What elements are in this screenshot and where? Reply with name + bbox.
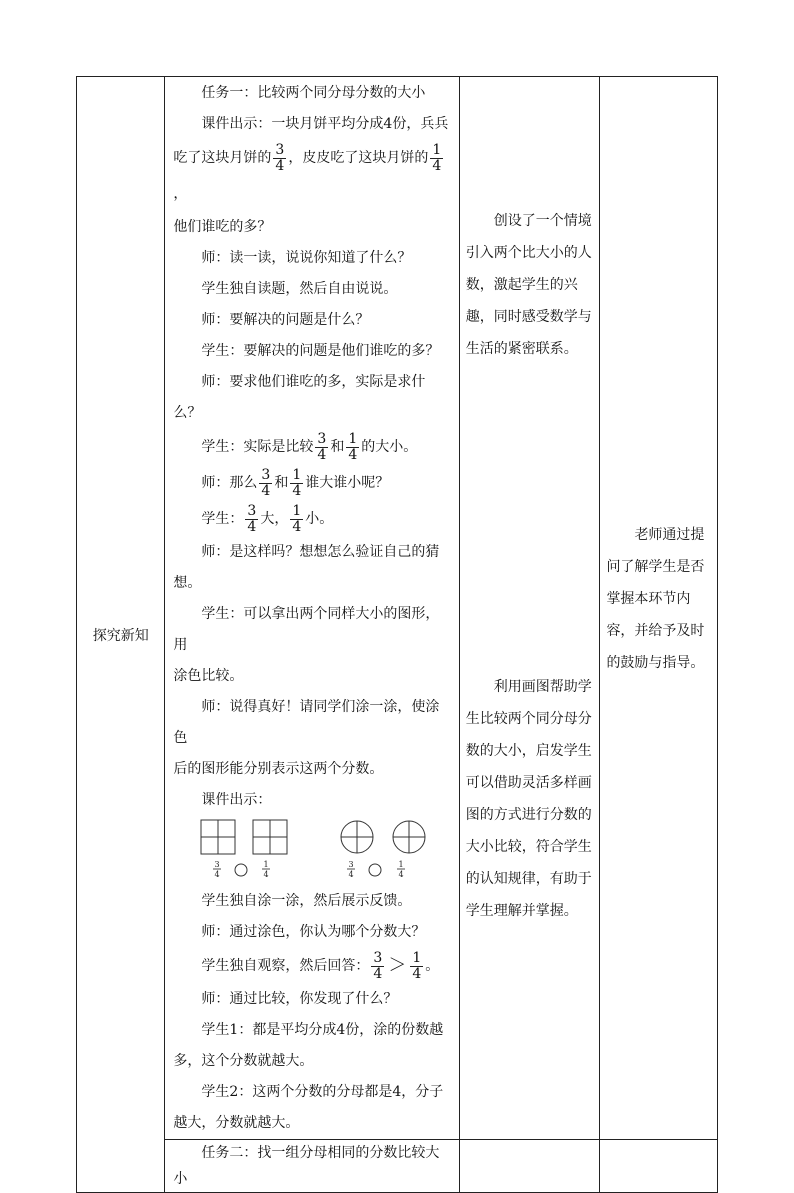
fig-frac-den: 4 bbox=[348, 870, 354, 879]
fig-frac-den: 4 bbox=[214, 870, 220, 879]
fig-frac-num: 3 bbox=[348, 860, 354, 869]
design-note-1: 创设了一个情境引入两个比大小的人数，激起学生的兴趣，同时感受数学与生活的紧密联系。 bbox=[465, 213, 592, 357]
praise-line-2: 后的图形能分别表示这两个分数。 bbox=[173, 761, 384, 777]
courseware-figures bbox=[193, 816, 452, 886]
lesson-plan-table bbox=[76, 76, 718, 1193]
design-note-2: 利用画图帮助学生比较两个同分母分数的大小，启发学生可以借助灵活多样画图的方式进行分数的大小比较，符合学生的认知规律，有助于学生理解并掌握。 bbox=[465, 679, 592, 919]
fraction-3-4: $\frac{3}{4}$ bbox=[275, 141, 285, 174]
dialog-line: 师：读一读，说说你知道了什么？ bbox=[201, 250, 412, 266]
fig-frac-den: 4 bbox=[398, 870, 404, 879]
shape-line-1: 学生：可以拿出两个同样大小的图形，用 bbox=[173, 606, 440, 653]
verify-line: 师：是这样吗？想想怎么验证自己的猜想。 bbox=[173, 544, 440, 591]
task2-cell bbox=[165, 1140, 459, 1193]
which-bigger-line: 师：那么 $\frac{3}{4}$ 和 $\frac{1}{4}$ 谁大谁小呢？ bbox=[201, 466, 390, 499]
student2-line-1: 学生2：这两个分数的分母都是4，分子 bbox=[201, 1084, 444, 1100]
question-color-line: 师：通过涂色，你认为哪个分数大？ bbox=[201, 924, 426, 940]
dialog-line: 师：要求他们谁吃的多，实际是求什么？ bbox=[173, 374, 426, 421]
task1-title: 任务一：比较两个同分母分数的大小 bbox=[201, 85, 426, 101]
courseware-line-2: 吃了这块月饼的 $\frac{3}{4}$ ，皮皮吃了这块月饼的 $\frac{1}{4}$ ， bbox=[173, 141, 442, 202]
after-figure-line: 学生独自涂一涂，然后展示反馈。 bbox=[201, 893, 412, 909]
fraction-1-4: $\frac{1}{4}$ bbox=[432, 141, 442, 174]
courseware-line-1: 课件出示：一块月饼平均分成4份，兵兵 bbox=[201, 116, 449, 132]
empty-cell bbox=[459, 1140, 600, 1193]
empty-cell bbox=[600, 1140, 718, 1193]
section-label-cell bbox=[77, 77, 165, 1193]
dialog-line: 师：要解决的问题是什么？ bbox=[201, 312, 370, 328]
actual-compare-line: 学生：实际是比较 $\frac{3}{4}$ 和 $\frac{1}{4}$ 的大小。 bbox=[201, 430, 418, 463]
teacher-note: 老师通过提问了解学生是否掌握本环节内容，并给予及时的鼓励与指导。 bbox=[606, 527, 705, 671]
circle-figure-2 bbox=[393, 821, 425, 853]
design-note-cell bbox=[459, 77, 600, 1140]
circle-figure-1 bbox=[341, 821, 373, 853]
shape-line-2: 涂色比较。 bbox=[173, 668, 244, 684]
question-found-line: 师：通过比较，你发现了什么？ bbox=[201, 991, 398, 1007]
dialog-line: 学生独自读题，然后自由说说。 bbox=[201, 281, 398, 297]
student1-line-2: 多，这个分数就越大。 bbox=[173, 1053, 314, 1069]
square-figure-1 bbox=[201, 820, 235, 854]
student1-line-1: 学生1：都是平均分成4份，涂的份数越 bbox=[201, 1022, 444, 1038]
fig-frac-num: 3 bbox=[214, 860, 220, 869]
courseware-2-line: 课件出示： bbox=[201, 792, 272, 808]
dialog-line: 学生：要解决的问题是他们谁吃的多？ bbox=[201, 343, 440, 359]
greater-than-sign: ＞ bbox=[388, 955, 407, 976]
student2-line-2: 越大，分数就越大。 bbox=[173, 1115, 300, 1131]
fig-frac-num: 1 bbox=[398, 860, 404, 869]
compare-circle bbox=[235, 864, 247, 876]
fig-frac-num: 1 bbox=[263, 860, 269, 869]
observe-line: 学生独自观察，然后回答： $\frac{3}{4}$ ＞ $\frac{1}{4}$ 。 bbox=[201, 949, 440, 982]
compare-circle bbox=[369, 864, 381, 876]
section-label: 探究新知 bbox=[92, 627, 149, 644]
student-answer-line: 学生： $\frac{3}{4}$ 大， $\frac{1}{4}$ 小。 bbox=[201, 502, 334, 535]
task2-title: 任务二：找一组分母相同的分数比较大小 bbox=[173, 1145, 440, 1187]
teacher-note-cell bbox=[600, 77, 718, 1140]
square-figure-2 bbox=[253, 820, 287, 854]
praise-line-1: 师：说得真好！请同学们涂一涂，使涂色 bbox=[173, 699, 440, 746]
fig-frac-den: 4 bbox=[263, 870, 269, 879]
courseware-line-3: 他们谁吃的多？ bbox=[173, 219, 272, 235]
process-cell bbox=[165, 77, 459, 1140]
